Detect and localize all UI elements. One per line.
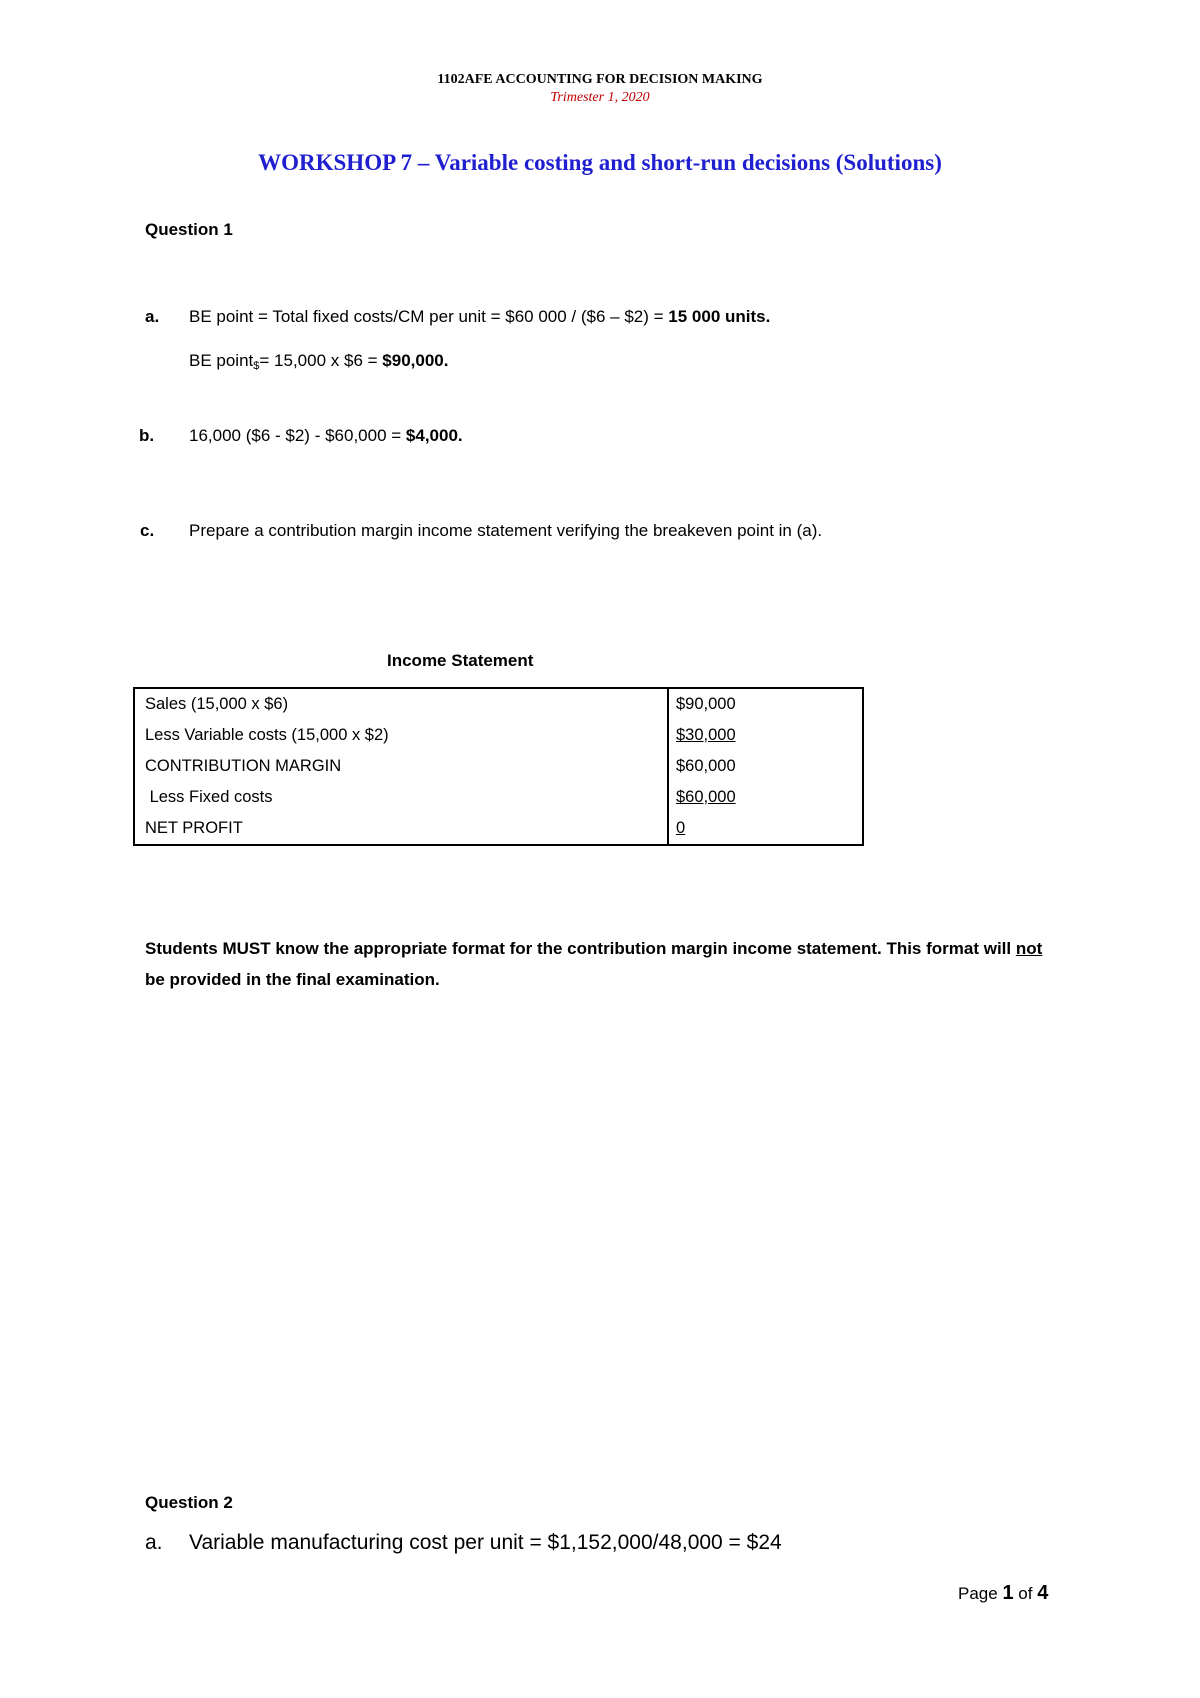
q1-part-a-line2 bbox=[189, 351, 448, 372]
q1-a-result-dollars: $90,000. bbox=[382, 351, 449, 370]
q1-part-a-letter: a. bbox=[145, 307, 160, 326]
row-amount-cell bbox=[668, 720, 863, 751]
row-amount-cell bbox=[668, 782, 863, 813]
table-row bbox=[134, 751, 863, 782]
trimester-label: Trimester 1, 2020 bbox=[550, 90, 650, 105]
table-row bbox=[134, 688, 863, 720]
note-underlined: not bbox=[1015, 939, 1043, 958]
income-statement-title: Income Statement bbox=[387, 651, 534, 670]
row-amount: $30,000 bbox=[676, 726, 736, 744]
question-2-heading: Question 2 bbox=[145, 1493, 233, 1512]
row-label: NET PROFIT bbox=[145, 819, 243, 837]
q1-a-be-label: BE point bbox=[189, 351, 254, 370]
q1-part-c-letter: c. bbox=[140, 521, 155, 540]
row-label: CONTRIBUTION MARGIN bbox=[145, 757, 342, 775]
q2-part-a-letter: a. bbox=[145, 1531, 163, 1554]
q1-a-be-formula: = 15,000 x $6 = bbox=[259, 351, 383, 370]
q1-b-result: $4,000. bbox=[405, 426, 463, 445]
current-page: 1 bbox=[1002, 1582, 1014, 1604]
income-statement-table bbox=[133, 687, 864, 846]
page-title: WORKSHOP 7 – Variable costing and short-run decisions (Solutions) bbox=[258, 150, 942, 175]
row-amount: 0 bbox=[676, 819, 686, 837]
note-part2: be provided in the final examination. bbox=[145, 970, 440, 989]
q1-part-c-text: Prepare a contribution margin income statement verifying the breakeven point in (a). bbox=[189, 521, 823, 540]
table-row bbox=[134, 720, 863, 751]
question-1-heading: Question 1 bbox=[145, 220, 233, 239]
q1-part-b-letter: b. bbox=[139, 426, 155, 445]
page-label: Page bbox=[958, 1584, 1003, 1603]
course-header: 1102AFE ACCOUNTING FOR DECISION MAKING bbox=[437, 72, 763, 87]
page-number bbox=[958, 1582, 1048, 1605]
q1-a-be-subscript: $ bbox=[253, 360, 260, 372]
total-pages: 4 bbox=[1037, 1582, 1049, 1604]
table-row bbox=[134, 813, 863, 845]
row-label: Less Fixed costs bbox=[145, 788, 273, 806]
row-amount: $90,000 bbox=[668, 688, 863, 720]
q1-part-a-line1 bbox=[189, 307, 770, 327]
q2-part-a-text: Variable manufacturing cost per unit = $1,152,000/48,000 = $24 bbox=[189, 1531, 782, 1554]
row-amount: $60,000 bbox=[668, 751, 863, 782]
note-part1: Students MUST know the appropriate format for the contribution margin income statement. This format will bbox=[145, 939, 1016, 958]
format-note bbox=[145, 933, 1065, 995]
row-amount-cell bbox=[668, 813, 863, 845]
row-label: Less Variable costs (15,000 x $2) bbox=[145, 726, 389, 744]
row-label: Sales (15,000 x $6) bbox=[145, 695, 289, 713]
q1-a-result-units: 15 000 units. bbox=[668, 307, 771, 326]
q1-a-formula: BE point = Total fixed costs/CM per unit = $60 000 / ($6 – $2) = bbox=[189, 307, 669, 326]
table-row bbox=[134, 782, 863, 813]
of-label: of bbox=[1013, 1584, 1038, 1603]
q1-part-b-line bbox=[189, 426, 463, 446]
q1-b-formula: 16,000 ($6 - $2) - $60,000 = bbox=[189, 426, 406, 445]
row-amount: $60,000 bbox=[676, 788, 736, 806]
